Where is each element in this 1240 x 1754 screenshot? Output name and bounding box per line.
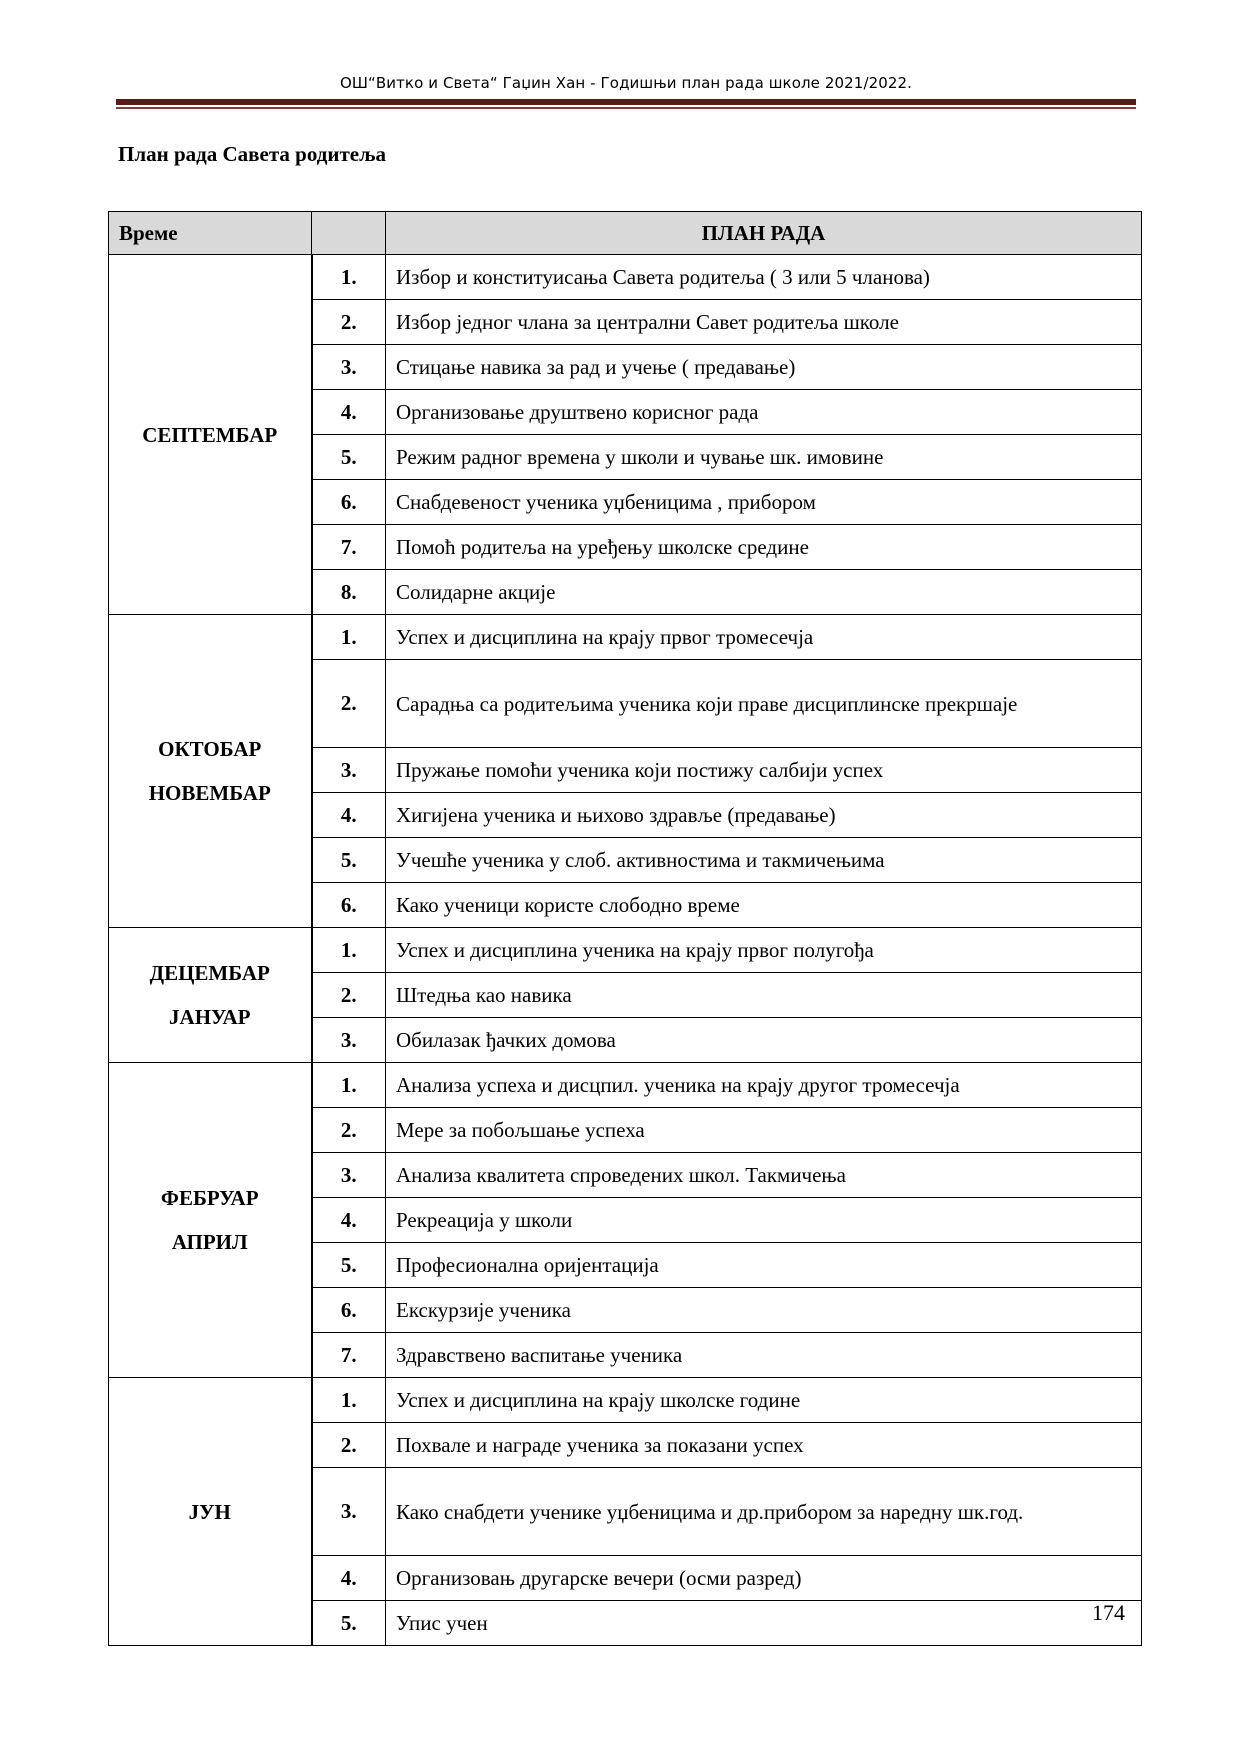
item-number: 1.	[312, 1378, 386, 1423]
page-header: ОШ“Витко и Света“ Гаџин Хан - Годишњи план рада школе 2021/2022.	[339, 74, 913, 92]
item-text: Организовање друштвено корисног рада	[386, 390, 1142, 435]
month-cell	[109, 928, 312, 1063]
month-label: АПРИЛ	[171, 1230, 248, 1254]
item-text: Екскурзије ученика	[386, 1288, 1142, 1333]
item-number: 1.	[312, 615, 386, 660]
item-number: 2.	[312, 973, 386, 1018]
item-number: 3.	[312, 345, 386, 390]
month-label: ДЕЦЕМБАР	[149, 961, 270, 985]
item-number: 2.	[312, 300, 386, 345]
month-label: ОКТОБАР	[158, 737, 262, 761]
column-header-time: Време	[109, 212, 312, 255]
month-label: НОВЕМБАР	[148, 781, 271, 805]
item-number: 2.	[312, 1423, 386, 1468]
item-text: Професионална оријентација	[386, 1243, 1142, 1288]
item-number: 3.	[312, 748, 386, 793]
item-text: Избор и конституисања Савета родитеља ( 3 или 5 чланова)	[386, 255, 1142, 300]
item-number: 4.	[312, 793, 386, 838]
item-text: Мере за побољшање успеха	[386, 1108, 1142, 1153]
item-text: Сарадња са родитељима ученика који праве дисциплинске прекршаје	[386, 660, 1142, 748]
column-header-number	[312, 212, 386, 255]
item-text: Хигијена ученика и њихово здравље (предавање)	[386, 793, 1142, 838]
table-row	[109, 928, 1142, 973]
item-number: 2.	[312, 1108, 386, 1153]
plan-table-body	[109, 255, 1142, 1646]
section-title: План рада Савета родитеља	[118, 142, 386, 166]
item-number: 5.	[312, 1243, 386, 1288]
table-row	[109, 615, 1142, 660]
item-text: Учешће ученика у слоб. активностима и такмичењима	[386, 838, 1142, 883]
item-number: 4.	[312, 1556, 386, 1601]
item-number: 3.	[312, 1468, 386, 1556]
item-number: 3.	[312, 1153, 386, 1198]
item-text: Похвале и награде ученика за показани успех	[386, 1423, 1142, 1468]
header-rule-thin	[116, 107, 1136, 109]
item-text: Организовањ другарске вечери (осми разред)	[386, 1556, 1142, 1601]
item-text: Снабдевеност ученика уџбеницима , прибором	[386, 480, 1142, 525]
item-text: Режим радног времена у школи и чување шк. имовине	[386, 435, 1142, 480]
table-row	[109, 255, 1142, 300]
item-text: Избор једног члана за централни Савет родитеља школе	[386, 300, 1142, 345]
month-label: ЈАНУАР	[169, 1005, 251, 1029]
item-number: 1.	[312, 1063, 386, 1108]
table-row	[109, 1378, 1142, 1423]
month-cell	[109, 1063, 312, 1378]
item-number: 2.	[312, 660, 386, 748]
plan-table	[108, 211, 1142, 1646]
month-label: СЕПТЕМБАР	[142, 422, 278, 447]
item-number: 6.	[312, 480, 386, 525]
item-text: Обилазак ђачких домова	[386, 1018, 1142, 1063]
item-number: 7.	[312, 525, 386, 570]
table-header-row	[109, 212, 1142, 255]
item-number: 8.	[312, 570, 386, 615]
item-number: 6.	[312, 883, 386, 928]
page-number: 174	[1092, 1600, 1125, 1625]
month-label: ЈУН	[188, 1499, 231, 1524]
item-number: 5.	[312, 1601, 386, 1646]
month-cell	[109, 615, 312, 928]
item-text: Помоћ родитеља на уређењу школске средине	[386, 525, 1142, 570]
item-number: 5.	[312, 435, 386, 480]
item-text: Упис учен	[386, 1601, 1142, 1646]
item-text: Успех и дисциплина ученика на крају првог полугођа	[386, 928, 1142, 973]
table-row	[109, 1063, 1142, 1108]
item-text: Здравствено васпитање ученика	[386, 1333, 1142, 1378]
item-number: 4.	[312, 390, 386, 435]
item-number: 7.	[312, 1333, 386, 1378]
item-text: Стицање навика за рад и учење ( предавање)	[386, 345, 1142, 390]
item-text: Успех и дисциплина на крају школске године	[386, 1378, 1142, 1423]
item-text: Солидарне акције	[386, 570, 1142, 615]
item-text: Како снабдети ученике уџбеницима и др.прибором за наредну шк.год.	[386, 1468, 1142, 1556]
item-text: Анализа квалитета спроведених школ. Такмичења	[386, 1153, 1142, 1198]
month-cell	[109, 255, 312, 615]
item-text: Успех и дисциплина на крају првог тромесечја	[386, 615, 1142, 660]
item-number: 1.	[312, 928, 386, 973]
item-number: 5.	[312, 838, 386, 883]
item-text: Како ученици користе слободно време	[386, 883, 1142, 928]
item-text: Штедња као навика	[386, 973, 1142, 1018]
item-text: Пружање помоћи ученика који постижу салбији успех	[386, 748, 1142, 793]
column-header-plan: ПЛАН РАДА	[386, 212, 1142, 255]
header-rule-thick	[116, 99, 1136, 105]
item-number: 3.	[312, 1018, 386, 1063]
month-label: ФЕБРУАР	[160, 1186, 259, 1210]
item-text: Анализа успеха и дисцпил. ученика на крају другог тромесечја	[386, 1063, 1142, 1108]
item-number: 6.	[312, 1288, 386, 1333]
month-cell	[109, 1378, 312, 1646]
item-text: Рекреација у школи	[386, 1198, 1142, 1243]
item-number: 1.	[312, 255, 386, 300]
item-number: 4.	[312, 1198, 386, 1243]
